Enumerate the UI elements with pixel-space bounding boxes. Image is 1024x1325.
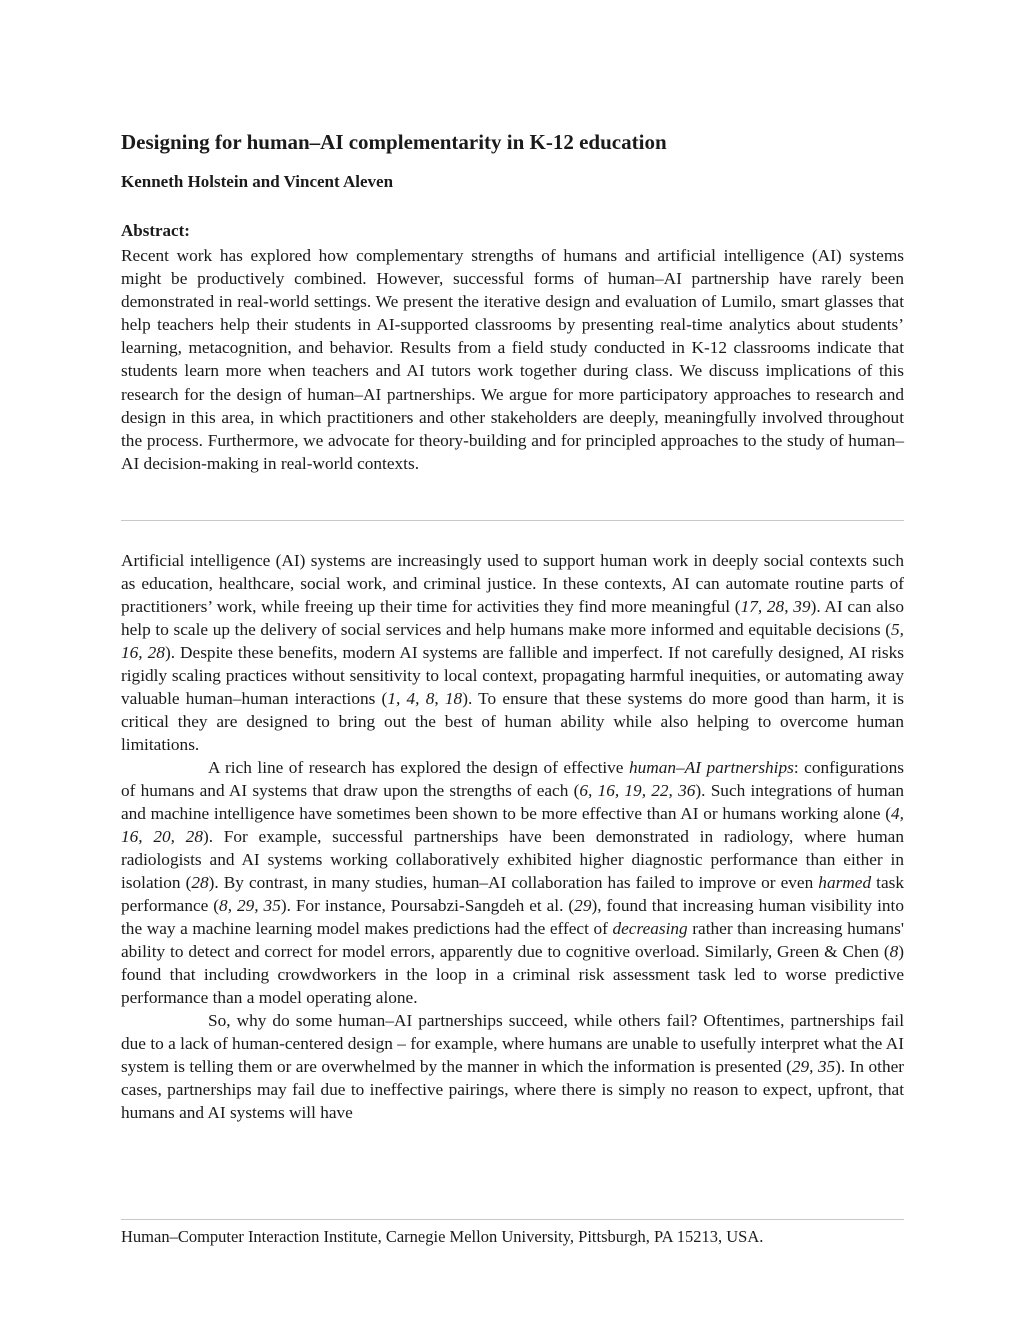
paper-title: Designing for human–AI complementarity in K-12 education — [121, 130, 667, 154]
text-span: task performance ( — [121, 873, 904, 915]
text-span: Artificial intelligence (AI) systems are increasingly used to support human work in deeply social contexts such as education, healthcare, social work, and criminal justice. In these contexts, AI can automate routine parts of practitioners’ work, while freeing up their time for activities they find more meaningful ( — [121, 551, 904, 616]
text-span: , — [784, 597, 794, 616]
text-span: ). For instance, Poursabzi-Sangdeh et al. ( — [280, 896, 575, 915]
footnote-divider — [121, 1219, 904, 1220]
citation: 4, 16, 20, 28 — [121, 804, 904, 846]
citation: 8 — [889, 942, 899, 961]
text-span: ). In other cases, partnerships may fail due to ineffective pairings, where there is simply no reason to expect, upfront, that humans and AI systems will have — [121, 1057, 905, 1122]
paragraph-2 — [121, 756, 904, 1009]
text-span: A rich line of research has explored the design of effective — [208, 758, 629, 777]
text-span: ), found that increasing human visibility into the way a machine learning model makes predictions had the effect of — [121, 896, 904, 938]
text-span: ). Such integrations of human and machine intelligence have sometimes been shown to be more effective than AI or humans working alone ( — [121, 781, 904, 823]
citation: 1, 4, 8 — [387, 689, 435, 708]
text-span: ). Despite these benefits, modern AI systems are fallible and imperfect. If not carefully designed, AI risks rigidly scaling practices without sensitivity to local context, propagating harmful inequities, or automating away valuable human–human interactions ( — [121, 643, 905, 708]
paragraph-1 — [121, 549, 904, 756]
text-span: , — [434, 689, 445, 708]
citation: 5, 16, 28 — [121, 620, 904, 662]
citation: 6, 16, 19, 22, 36 — [579, 781, 696, 800]
emphasis: harmed — [818, 873, 872, 892]
citation: 39 — [793, 597, 811, 616]
text-span: ) found that including crowdworkers in the loop in a criminal risk assessment task led to worse predictive performance than a model operating alone. — [121, 942, 904, 1007]
citation: 29 — [574, 896, 592, 915]
citation: 17, 28 — [740, 597, 785, 616]
text-span: ). AI can also help to scale up the delivery of social services and help humans make more informed and equitable decisions ( — [121, 597, 904, 639]
citation: 28 — [191, 873, 209, 892]
citation: 29, 35 — [791, 1057, 836, 1076]
section-divider — [121, 520, 904, 521]
abstract-heading: Abstract: — [121, 221, 190, 240]
text-span: ). To ensure that these systems do more good than harm, it is critical they are designed to bring out the best of human ability while also helping to overcome human limitations. — [121, 689, 905, 754]
affiliation-footnote: Human–Computer Interaction Institute, Carnegie Mellon University, Pittsburgh, PA 15213, USA. — [121, 1227, 764, 1246]
paragraph-3 — [121, 1009, 904, 1124]
emphasis: decreasing — [612, 919, 688, 938]
body-text — [121, 549, 904, 1124]
authors: Kenneth Holstein and Vincent Aleven — [121, 172, 394, 191]
emphasis: human–AI partnerships — [628, 758, 794, 777]
abstract-text: Recent work has explored how complementary strengths of humans and artificial intelligence (AI) systems might be productively combined. However, successful forms of human–AI partnership have rarely been demonstrated in real-world settings. We present the iterative design and evaluation of Lumilo, smart glasses that help teachers help their students in AI-supported classrooms by presenting real-time analytics about students’ learning, metacognition, and behavior. Results from a field study conducted in K-12 classrooms indicate that students learn more when teachers and AI tutors work together during class. We discuss implications of this research for the design of human–AI partnerships. We argue for more participatory approaches to research and design in this area, in which practitioners and other stakeholders are deeply, meaningfully involved throughout the process. Furthermore, we advocate for theory-building and for principled approaches to the study of human–AI decision-making in real-world contexts. — [121, 246, 904, 473]
text-span: So, why do some human–AI partnerships succeed, while others fail? Oftentimes, partnerships fail due to a lack of human-centered design – for example, where humans are unable to usefully interpret what the AI system is telling them or are overwhelmed by the manner in which the information is presented ( — [121, 1011, 904, 1076]
citation: 8, 29, 35 — [219, 896, 281, 915]
citation: 18 — [444, 689, 463, 708]
text-span: ). By contrast, in many studies, human–AI collaboration has failed to improve or even — [208, 873, 819, 892]
text-span: ). For example, successful partnerships have been demonstrated in radiology, where human radiologists and AI systems working collaboratively exhibited higher diagnostic performance than either in isolation ( — [121, 827, 904, 892]
text-span: : configurations of humans and AI systems that draw upon the strengths of each ( — [121, 758, 904, 800]
text-span: rather than increasing humans' ability to detect and correct for model errors, apparently due to cognitive overload. Similarly, Green & Chen ( — [121, 919, 905, 961]
